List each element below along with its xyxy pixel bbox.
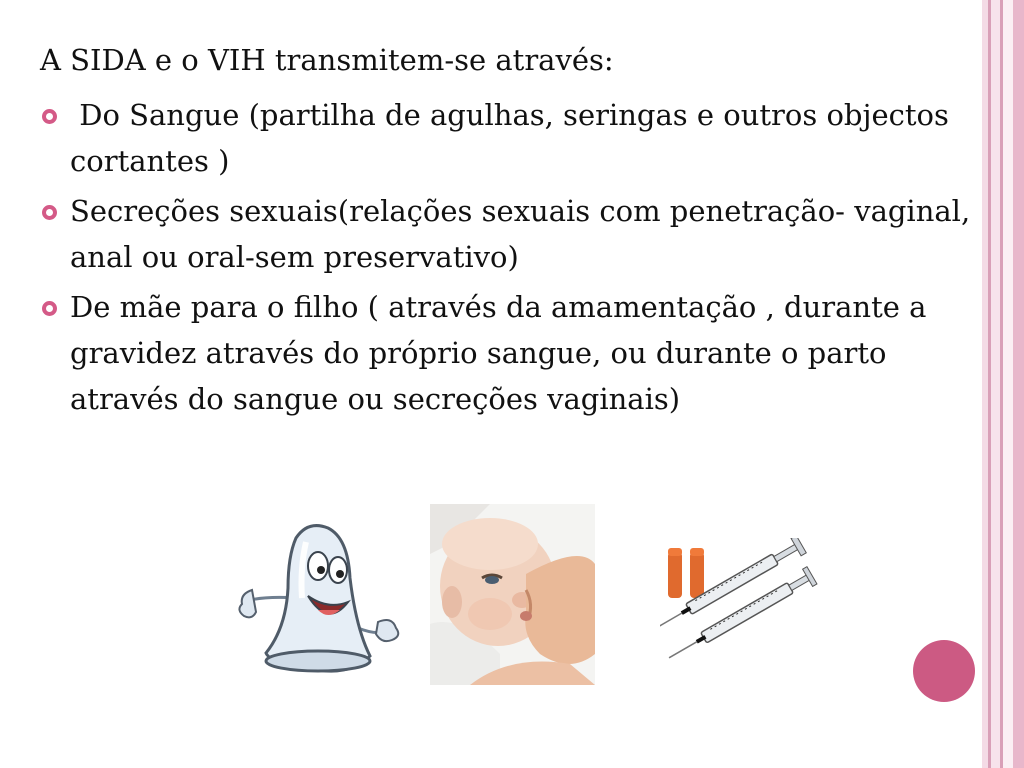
bullet-ring-icon [42,109,57,124]
border-stripe [1003,0,1013,768]
decorative-circle [913,640,975,702]
border-stripe [1013,0,1024,768]
bullet-text: Secreções sexuais(relações sexuais com penetração- vaginal, anal ou oral-sem preservativo) [70,194,971,274]
bullet-ring-icon [42,301,57,316]
bullet-item [40,188,975,280]
syringes-image [660,538,825,662]
bullet-item [40,284,975,422]
cartoon-condom-image [228,518,403,683]
bullet-item [40,92,975,184]
breastfeeding-baby-photo [430,504,595,685]
bullet-ring-icon [42,205,57,220]
bullet-list [40,92,975,426]
bullet-text: Do Sangue (partilha de agulhas, seringas e outros objectos cortantes ) [70,98,959,178]
border-stripe [991,0,1000,768]
slide-intro: A SIDA e o VIH transmitem-se através: [40,43,614,77]
bullet-text: De mãe para o filho ( através da amamentação , durante a gravidez através do próprio sangue, ou durante o parto através do sangue ou secreções vaginais) [70,290,927,416]
